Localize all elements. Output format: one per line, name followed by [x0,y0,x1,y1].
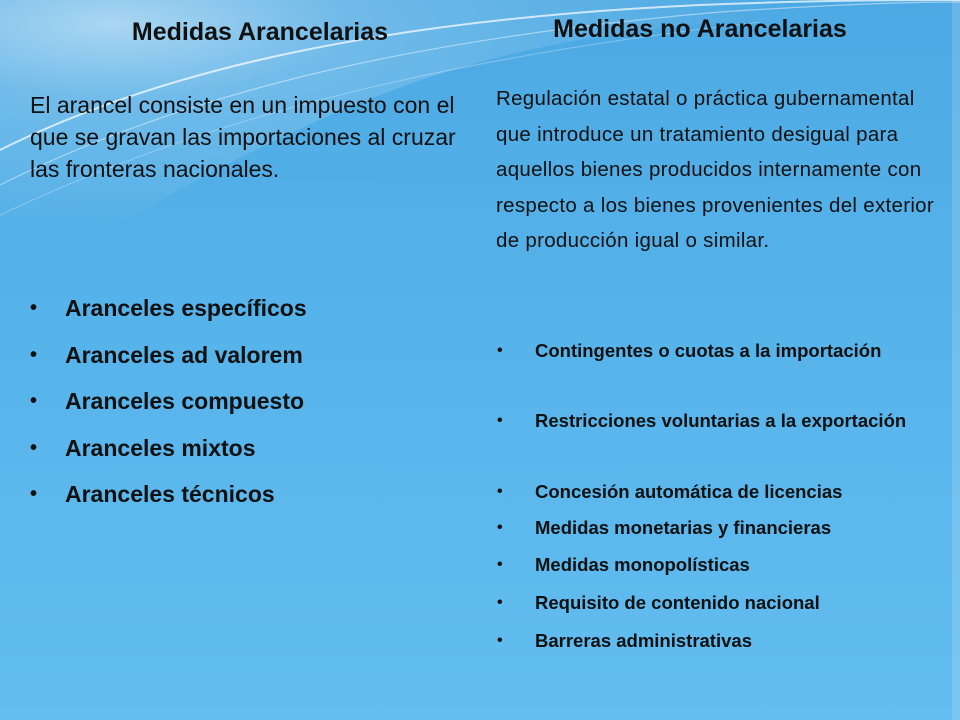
list-item-label: Medidas monetarias y financieras [535,517,832,538]
list-item [497,513,947,550]
bullet-icon: • [497,342,503,359]
list-item [30,293,470,340]
list-item [497,550,947,588]
list-item-label: Concesión automática de licencias [535,481,843,502]
list-item-label: Barreras administrativas [535,630,752,651]
list-item-label: Aranceles ad valorem [65,341,303,368]
list-item [30,340,470,387]
bullet-icon: • [30,343,38,366]
list-item [30,433,470,480]
list-item-label: Aranceles específicos [65,295,307,321]
right-heading: Medidas no Arancelarias [553,15,847,43]
no-arancel-types-list [497,336,947,662]
list-item-label: Aranceles técnicos [65,481,275,507]
bullet-icon: • [497,519,503,536]
bullet-icon: • [497,556,503,573]
list-item-label: Contingentes o cuotas a la importación [535,340,882,361]
list-item-label: Medidas monopolísticas [535,554,750,575]
arancel-types-list [30,293,470,526]
list-item [497,626,947,662]
bullet-icon: • [30,297,38,319]
list-item-label: Requisito de contenido nacional [535,592,820,613]
no-arancel-definition: Regulación estatal o práctica gubernamental que introduce un tratamiento desigual para aquellos bienes producidos internamente con respecto a los bienes provenientes del exterior de producción igual o similar. [496,87,935,252]
bullet-icon: • [30,436,38,459]
bullet-icon: • [497,412,503,429]
list-item [497,406,947,477]
list-item [497,336,947,406]
list-item-label: Aranceles mixtos [65,434,256,461]
list-item [497,477,947,513]
list-item [30,479,470,526]
arancel-definition: El arancel consiste en un impuesto con el que se gravan las importaciones al cruzar las fronteras nacionales. [30,92,456,182]
list-item-label: Aranceles compuesto [65,388,305,414]
list-item-label: Restricciones voluntarias a la exportación [535,410,907,431]
list-item [30,386,470,433]
list-item [497,588,947,626]
bullet-icon: • [497,594,503,611]
bullet-icon: • [30,483,38,505]
bullet-icon: • [497,632,503,649]
bullet-icon: • [497,483,503,500]
left-heading: Medidas Arancelarias [131,18,389,46]
bullet-icon: • [30,390,38,412]
